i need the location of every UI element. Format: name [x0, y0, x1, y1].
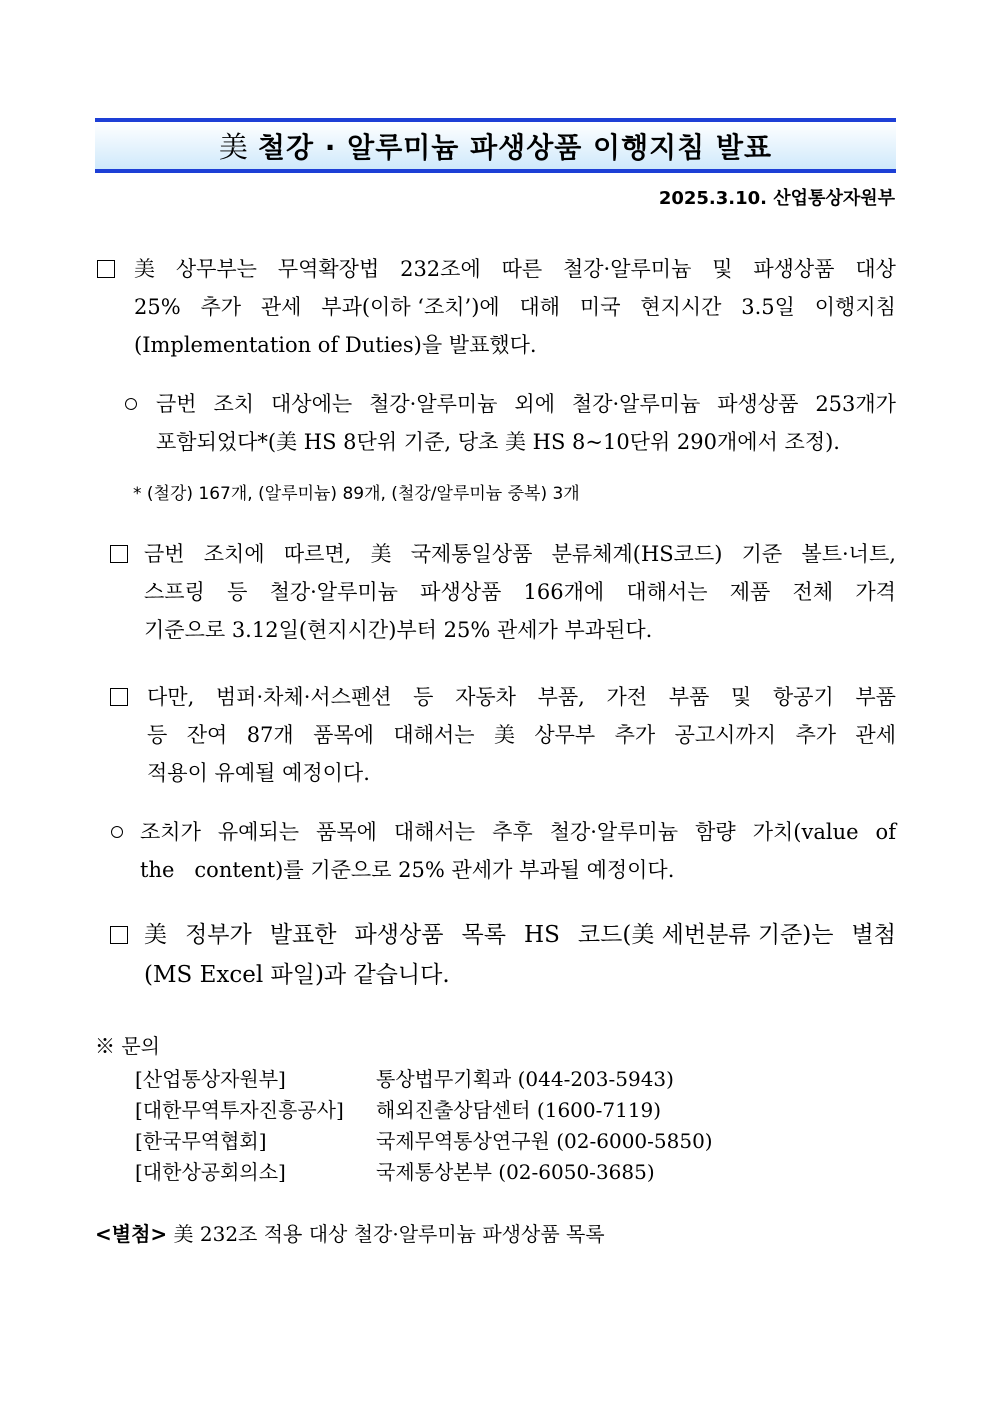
word: 파생상품 — [753, 257, 835, 281]
word: 볼트·너트, — [801, 542, 896, 566]
word: 따르면, — [283, 542, 352, 566]
title-lead: 美 — [218, 130, 248, 164]
word: 대해서는 — [393, 820, 476, 844]
word: 파생상품 — [354, 922, 444, 948]
word: 가전 — [606, 685, 648, 709]
word: 관세 — [855, 723, 896, 747]
word: 잔여 — [186, 723, 228, 747]
word: 유예되는 — [217, 820, 300, 844]
inquiry-dept: 국제무역통상연구원 (02-6000-5850) — [376, 1129, 713, 1153]
s1-line3: (Implementation of Duties)을 발표했다. — [134, 333, 537, 357]
attachment-label: <별첨> — [95, 1222, 168, 1246]
s3-sub-line1 — [140, 813, 896, 851]
attachment-text: 美 232조 적용 대상 철강·알루미늄 파생상품 목록 — [173, 1222, 605, 1246]
word: 부과(이하 ‘조치’)에 — [321, 295, 500, 319]
word: 美 — [493, 723, 515, 747]
square-bullet-icon — [97, 260, 115, 278]
word: 상무부는 — [175, 257, 257, 281]
word: 기준 — [741, 542, 783, 566]
word: 함량 — [695, 820, 736, 844]
s3-line2 — [147, 716, 896, 754]
word: 범퍼·차체·서스펜션 — [215, 685, 392, 709]
date-ministry: 2025.3.10. 산업통상자원부 — [658, 188, 895, 209]
word: 부품, — [537, 685, 585, 709]
inquiry-dept: 해외진출상담센터 (1600-7119) — [376, 1098, 662, 1122]
word: 금번 — [156, 392, 197, 416]
section-3-sub — [95, 813, 896, 889]
word: 다만, — [147, 685, 195, 709]
s1-line1 — [134, 250, 896, 288]
word: 조치가 — [140, 820, 201, 844]
word: 대상 — [855, 257, 896, 281]
word: 대해 — [519, 295, 561, 319]
word: 조치에 — [203, 542, 265, 566]
word: 정부가 — [185, 922, 252, 948]
word: 발표한 — [269, 922, 337, 948]
word: 등 — [147, 723, 168, 747]
word: 별첨 — [851, 922, 896, 948]
word: 따른 — [501, 257, 543, 281]
square-bullet-icon — [110, 688, 128, 706]
word: 스프링 — [144, 580, 205, 604]
word: 무역확장법 — [277, 257, 380, 281]
word: 부품 — [668, 685, 710, 709]
section-1 — [95, 250, 896, 364]
word: of — [875, 820, 896, 844]
s3-sub-line2: the content)를 기준으로 25% 관세가 부과될 예정이다. — [140, 858, 675, 882]
s1-sub-line2: 포함되었다*(美 HS 8단위 기준, 당초 美 HS 8~10단위 290개에서 조정). — [156, 430, 840, 454]
word: 철강·알루미늄 — [562, 257, 692, 281]
word: 대해서는 — [393, 723, 475, 747]
s4-line1 — [144, 915, 896, 955]
word: 국제통일상품 — [410, 542, 533, 566]
word: 전체 — [792, 580, 834, 604]
word: 파생상품 — [420, 580, 502, 604]
section-1-sub — [95, 385, 896, 461]
s2-line1 — [144, 535, 896, 573]
s1-footnote: * (철강) 167개, (알루미늄) 89개, (철강/알루미늄 중복) 3개 — [133, 484, 580, 504]
word: 가격 — [855, 580, 896, 604]
s3-line3: 적용이 유예될 예정이다. — [147, 761, 370, 785]
word: 추가 — [614, 723, 656, 747]
word: 분류체계(HS코드) — [551, 542, 723, 566]
inquiry-org: [산업통상자원부] — [135, 1067, 286, 1091]
word: 공고시까지 — [674, 723, 777, 747]
word: 및 — [730, 685, 752, 709]
word: 등 — [227, 580, 248, 604]
word: 등 — [413, 685, 434, 709]
word: 항공기 — [772, 685, 834, 709]
word: 파생상품 — [717, 392, 799, 416]
page-title: 철강 · 알루미늄 파생상품 이행지침 발표 — [257, 130, 773, 164]
word: 美 — [134, 257, 155, 281]
inquiry-org: [한국무역협회] — [135, 1129, 267, 1153]
word: 25% — [134, 295, 181, 319]
word: HS — [524, 922, 560, 948]
word: 코드(美 세번분류 기준)는 — [577, 922, 834, 948]
title-banner — [95, 118, 896, 173]
word: 美 — [370, 542, 392, 566]
s2-line3: 기준으로 3.12일(현지시간)부터 25% 관세가 부과된다. — [144, 618, 653, 642]
word: 제품 — [729, 580, 771, 604]
word: 253개가 — [815, 392, 896, 416]
word: 품목에 — [316, 820, 377, 844]
word: 대상에는 — [271, 392, 353, 416]
attachment-line — [95, 1218, 605, 1247]
word: 철강·알루미늄 — [369, 392, 498, 416]
inquiry-org: [대한상공회의소] — [135, 1160, 286, 1184]
word: 美 — [144, 922, 167, 948]
circle-bullet-icon — [125, 398, 137, 410]
word: 166개에 — [523, 580, 605, 604]
word: 이행지침 — [814, 295, 896, 319]
word: 추후 — [492, 820, 533, 844]
word: 상무부 — [534, 723, 596, 747]
s4-line2: (MS Excel 파일)과 같습니다. — [144, 962, 450, 988]
word: 및 — [712, 257, 733, 281]
word: 추가 — [795, 723, 837, 747]
word: 대해서는 — [626, 580, 708, 604]
inquiry-org: [대한무역투자진흥공사] — [135, 1098, 344, 1122]
s1-sub-line1 — [156, 385, 896, 423]
s1-line2 — [134, 288, 896, 326]
s3-line1 — [147, 678, 896, 716]
word: 목록 — [461, 922, 506, 948]
s2-line2 — [144, 573, 896, 611]
word: 철강·알루미늄 — [269, 580, 398, 604]
section-4 — [95, 915, 896, 995]
word: 87개 — [246, 723, 294, 747]
word: 관세 — [260, 295, 302, 319]
word: 자동차 — [455, 685, 516, 709]
square-bullet-icon — [110, 545, 128, 563]
square-bullet-icon — [110, 926, 128, 944]
word: 미국 — [579, 295, 621, 319]
word: 232조에 — [400, 257, 481, 281]
word: 현지시간 — [640, 295, 722, 319]
word: 가치(value — [752, 820, 859, 844]
word: 금번 — [144, 542, 185, 566]
word: 3.5일 — [741, 295, 795, 319]
inquiry-heading: ※ 문의 — [95, 1034, 160, 1058]
word: 철강·알루미늄 — [571, 392, 701, 416]
word: 철강·알루미늄 — [549, 820, 679, 844]
word: 외에 — [514, 392, 555, 416]
word: 조치 — [213, 392, 255, 416]
inquiry-dept: 통상법무기획과 (044-203-5943) — [376, 1067, 674, 1091]
section-3 — [95, 678, 896, 792]
circle-bullet-icon — [111, 826, 123, 838]
section-2 — [95, 535, 896, 649]
inquiry-dept: 국제통상본부 (02-6050-3685) — [376, 1160, 655, 1184]
word: 추가 — [200, 295, 242, 319]
word: 품목에 — [313, 723, 374, 747]
word: 부품 — [855, 685, 896, 709]
